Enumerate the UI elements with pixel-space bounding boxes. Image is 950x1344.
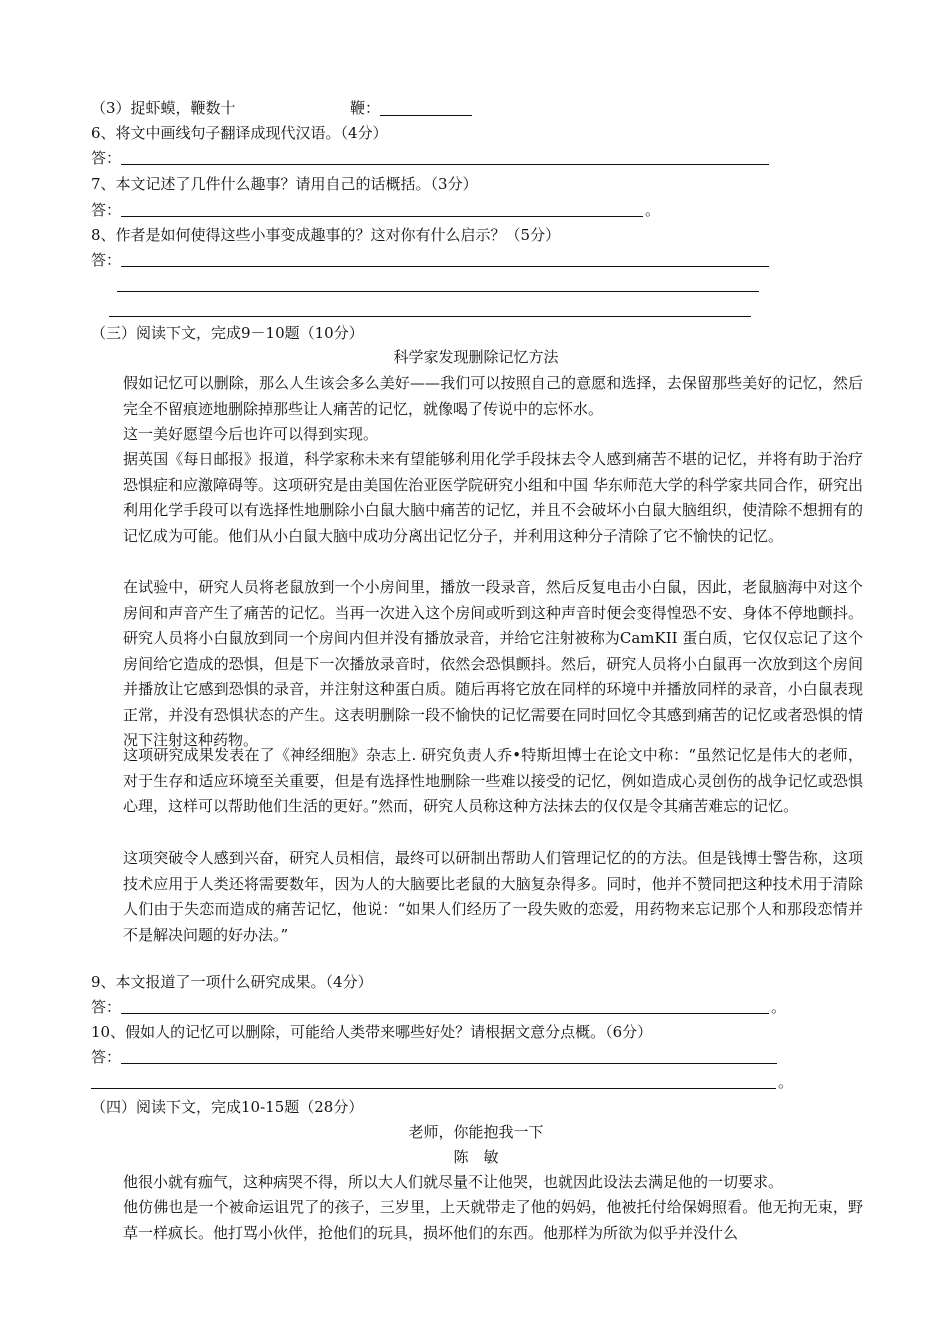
paragraph-text: 他仿佛也是一个被命运诅咒了的孩子，三岁里，上天就带走了他的妈妈，他被托付给保姆照看。他无拘无束，野草一样疯长。他打骂小伙伴，抢他们的玩具，损坏他们的东西。他那样为所欲为似乎并没什么 [123,1198,863,1242]
section3-paragraph-6 [91,846,863,948]
q6-question: 6、将文中画线句子翻译成现代汉语。（4分） [91,124,388,142]
paragraph-text: 这项突破令人感到兴奋，研究人员相信，最终可以研制出帮助人们管理记忆的的方法。但是钱博士警告称，这项技术应用于人类还将需要数年，因为人的大脑要比老鼠的大脑复杂得多。同时，他并不赞同把这种技术用于清除人们由于失恋而造成的痛苦记忆，他说：“如果人们经历了一段失败的恋爱，用药物来忘记那个人和那段恋情并不是解决问题的好办法。” [123,849,863,944]
q8-question: 8、作者是如何使得这些小事变成趣事的？这对你有什么启示？（5分） [91,226,561,244]
section3-paragraph-4 [91,575,863,754]
q9-question: 9、本文报道了一项什么研究成果。（4分） [91,973,373,991]
section3-heading: （三）阅读下文，完成9－10题（10分） [91,324,364,342]
q7-end: 。 [645,201,661,219]
q9-answer-label: 答： [91,998,122,1016]
section4-paragraph-2 [91,1195,863,1246]
q10-answer-label: 答： [91,1048,122,1066]
q5-3-mid: 鞭： [350,99,381,117]
q8-answer-line-1[interactable] [121,266,769,267]
section3-paragraph-2 [91,422,863,448]
q9-answer-line[interactable] [121,1013,769,1014]
q10-end: 。 [778,1073,794,1091]
section4-heading: （四）阅读下文，完成10-15题（28分） [91,1098,364,1116]
paragraph-text: 假如记忆可以删除，那么人生该会多么美好——我们可以按照自己的意愿和选择，去保留那些美好的记忆，然后完全不留痕迹地删除掉那些让人痛苦的记忆，就像喝了传说中的忘怀水。 [123,374,863,418]
q5-3-answer [350,97,472,119]
section4-author: 陈 敏 [453,1148,499,1166]
q10-question: 10、假如人的记忆可以删除，可能给人类带来哪些好处？请根据文意分点概。（6分） [91,1023,653,1041]
section4-title: 老师，你能抱我一下 [408,1123,544,1141]
section3-paragraph-5 [91,743,863,820]
paragraph-text: 他很小就有痂气，这种病哭不得，所以大人们就尽量不让他哭，也就因此设法去满足他的一切要求。 [123,1173,784,1191]
q7-answer-label: 答： [91,201,122,219]
q8-answer-label: 答： [91,251,122,269]
q5-3-line [91,97,236,119]
section3-paragraph-1 [91,371,863,422]
q10-answer-line-2[interactable] [91,1088,776,1089]
q9-end: 。 [771,998,787,1016]
q5-3-text: （3）捉虾蟆，鞭数十 [91,99,236,117]
section3-paragraph-3 [91,447,863,549]
q6-answer-line[interactable] [121,164,769,165]
paragraph-text: 在试验中，研究人员将老鼠放到一个小房间里，播放一段录音，然后反复电击小白鼠，因此，老鼠脑海中对这个房间和声音产生了痛苦的记忆。当再一次进入这个房间或听到这种声音时便会变得惶恐不安、身体不停地颤抖。研究人员将小白鼠放到同一个房间内但并没有播放录音，并给它注射被称为CamKII 蛋白质，它仅仅忘记了这个房间给它造成的恐惧，但是下一次播放录音时，依然会恐惧颤抖。然后，研究人员将小白鼠再一次放到这个房间并播放让它感到恐惧的录音，并注射这种蛋白质。随后再将它放在同样的环境中并播放同样的录音，小白鼠表现正常，并没有恐惧状态的产生。这表明删除一段不愉快的记忆需要在同时回忆令其感到痛苦的记忆或者恐惧的情况下注射这种药物。 [123,578,863,749]
paragraph-text: 据英国《每日邮报》报道，科学家称未来有望能够利用化学手段抹去令人感到痛苦不堪的记忆，并将有助于治疗恐惧症和应激障碍等。这项研究是由美国佐治亚医学院研究小组和中国 华东师范大学的科学家共同合作，研究出利用化学手段可以有选择性地删除小白鼠大脑中痛苦的记忆，并且不会破坏小白鼠大脑组织，使清除不想拥有的记忆成为可能。他们从小白鼠大脑中成功分离出记忆分子，并利用这种分子清除了它不愉快的记忆。 [123,450,863,545]
q8-answer-line-2[interactable] [117,291,759,292]
section3-title: 科学家发现删除记忆方法 [393,348,559,366]
q10-answer-line-1[interactable] [121,1063,777,1064]
paragraph-text: 这一美好愿望今后也许可以得到实现。 [123,425,379,443]
q6-answer-label: 答： [91,149,122,167]
paragraph-text: 这项研究成果发表在了《神经细胞》杂志上. 研究负责人乔•特斯坦博士在论文中称：“虽然记忆是伟大的老师，对于生存和适应环境至关重要，但是有选择性地删除一些难以接受的记忆，例如造成心灵创伤的战争记忆或恐惧心理，这样可以帮助他们生活的更好。”然而，研究人员称这种方法抹去的仅仅是令其痛苦难忘的记忆。 [123,746,863,815]
q7-question: 7、本文记述了几件什么趣事？请用自己的话概括。（3分） [91,175,478,193]
q5-3-blank[interactable] [380,99,472,116]
section4-paragraph-1 [91,1170,863,1196]
q7-answer-line[interactable] [121,216,643,217]
q8-answer-line-3[interactable] [109,316,751,317]
